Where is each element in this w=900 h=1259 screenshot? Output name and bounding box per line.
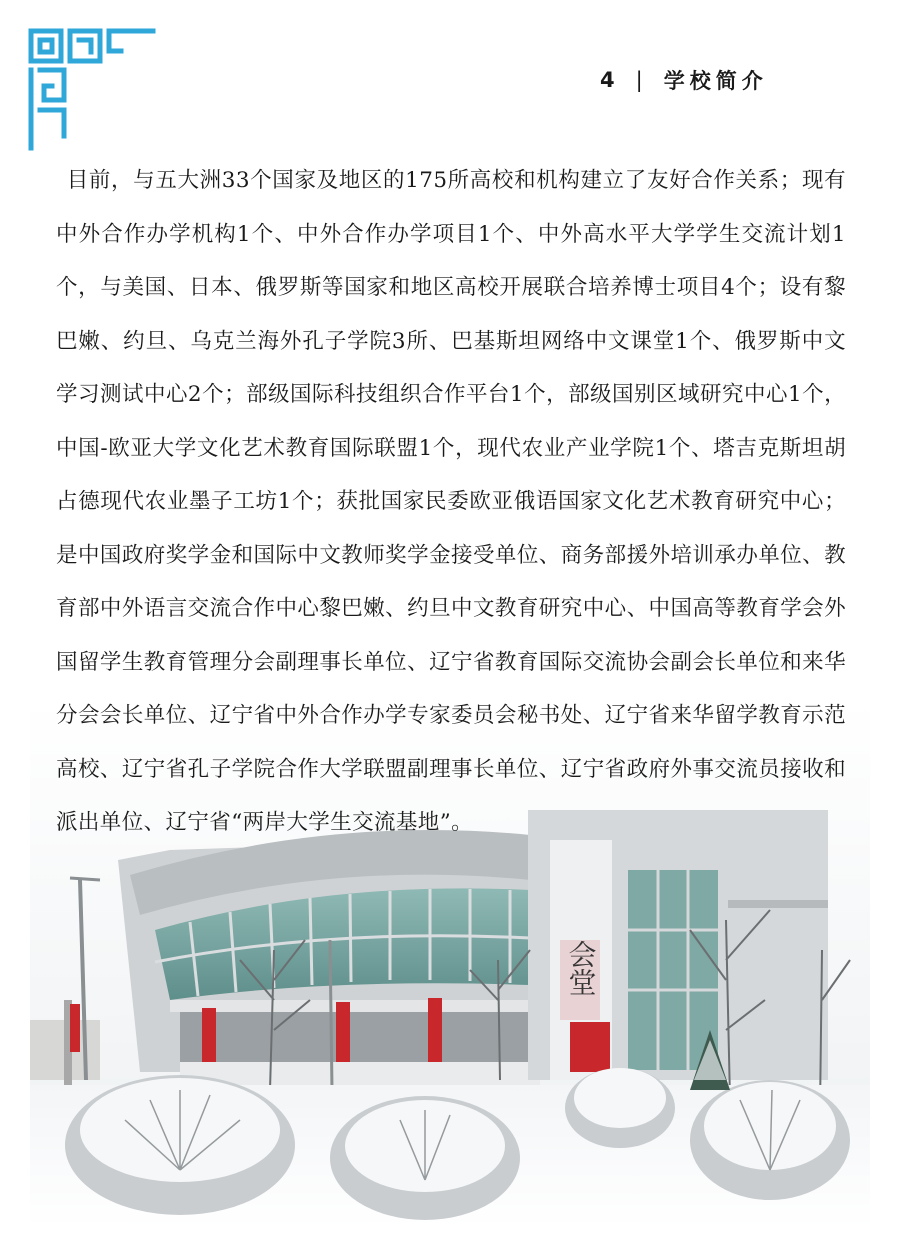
building-banner-text: 会堂	[564, 940, 598, 996]
corner-ornament-top-left-icon	[28, 28, 156, 152]
page-number: 4	[600, 68, 620, 92]
section-title: 学校简介	[663, 69, 768, 93]
header-separator: |	[635, 68, 648, 92]
intro-paragraph: 目前，与五大洲33个国家及地区的175所高校和机构建立了友好合作关系；现有中外合作办学机构1个、中外合作办学项目1个、中外高水平大学学生交流计划1个，与美国、日本、俄罗斯等国家和地区高校开展联合培养博士项目4个；设有黎巴嫩、约旦、乌克兰海外孔子学院3所、巴基斯坦网络中文课堂1个、俄罗斯中文学习测试中心2个；部级国际科技组织合作平台1个，部级国别区域研究中心1个，中国-欧亚大学文化艺术教育国际联盟1个，现代农业产业学院1个、塔吉克斯坦胡占德现代农业墨子工坊1个；获批国家民委欧亚俄语国家文化艺术教育研究中心；是中国政府奖学金和国际中文教师奖学金接受单位、商务部援外培训承办单位、教育部中外语言交流合作中心黎巴嫩、约旦中文教育研究中心、中国高等教育学会外国留学生教育管理分会副理事长单位、辽宁省教育国际交流协会副会长单位和来华分会会长单位、辽宁省中外合作办学专家委员会秘书处、辽宁省来华留学教育示范高校、辽宁省孔子学院合作大学联盟副理事长单位、辽宁省政府外事交流员接收和派出单位、辽宁省“两岸大学生交流基地”。	[56, 168, 846, 835]
page-header	[600, 62, 830, 98]
